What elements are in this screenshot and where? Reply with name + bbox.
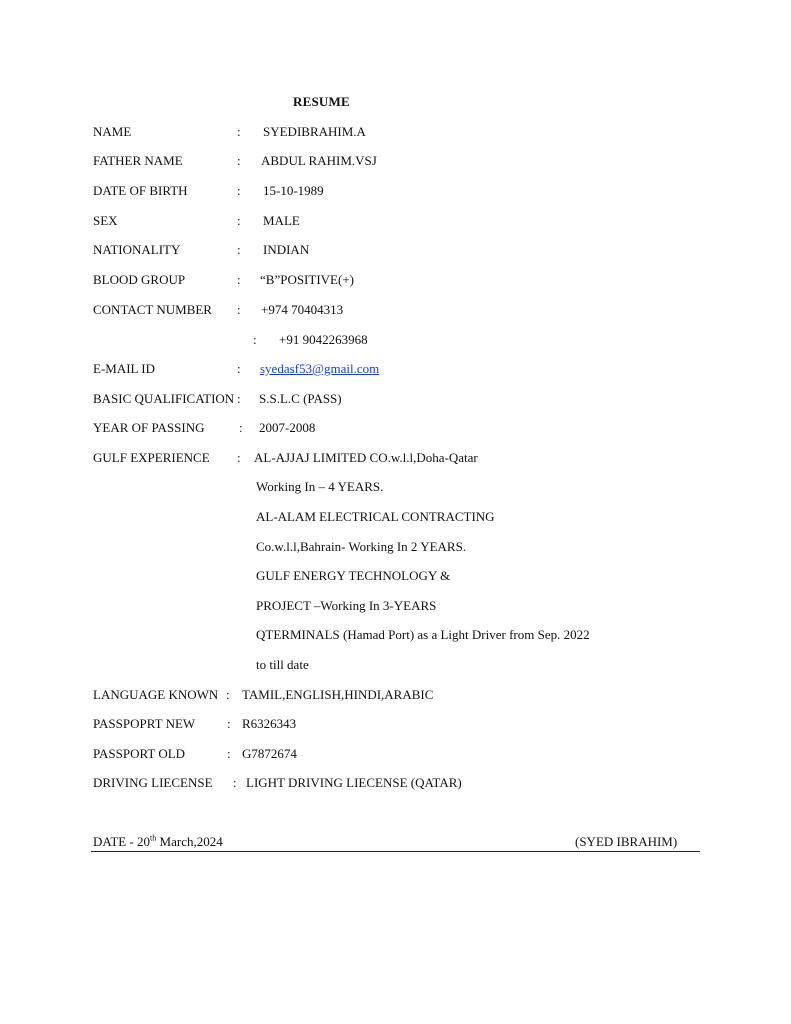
field-value: LIGHT DRIVING LIECENSE (QATAR) <box>246 775 462 790</box>
field-value: “B”POSITIVE(+) <box>260 272 354 287</box>
date-suffix: March,2024 <box>156 834 223 849</box>
field-value: INDIAN <box>263 242 310 257</box>
field-value: ABDUL RAHIM.VSJ <box>261 153 377 168</box>
field-separator: : <box>237 391 241 406</box>
field-label: FATHER NAME <box>93 153 183 168</box>
footer-divider <box>91 851 700 852</box>
experience-line: to till date <box>256 657 309 672</box>
experience-line: PROJECT –Working In 3-YEARS <box>256 598 437 613</box>
field-separator: : <box>237 213 241 228</box>
field-value: 2007-2008 <box>259 420 316 435</box>
field-label: PASSPOPRT NEW <box>93 716 196 731</box>
field-separator: : <box>226 687 230 702</box>
field-label: E-MAIL ID <box>93 361 155 376</box>
field-separator: : <box>237 124 241 139</box>
date-prefix: DATE - 20 <box>93 834 151 849</box>
field-label: DATE OF BIRTH <box>93 183 188 198</box>
field-label: BLOOD GROUP <box>93 272 186 287</box>
field-separator: : <box>237 302 241 317</box>
field-separator: : <box>233 775 237 790</box>
field-separator: : <box>237 153 241 168</box>
field-label: NATIONALITY <box>93 242 181 257</box>
experience-line: QTERMINALS (Hamad Port) as a Light Driver from Sep. 2022 <box>256 627 590 642</box>
field-separator: : <box>237 242 241 257</box>
experience-line: AL-ALAM ELECTRICAL CONTRACTING <box>256 509 495 524</box>
field-label: GULF EXPERIENCE <box>93 450 210 465</box>
field-value: +91 9042263968 <box>279 332 368 347</box>
field-separator: : <box>237 361 241 376</box>
field-value: +974 70404313 <box>261 302 344 317</box>
signature-name: (SYED IBRAHIM) <box>575 834 678 849</box>
field-separator: : <box>239 420 243 435</box>
field-label: BASIC QUALIFICATION <box>93 391 235 406</box>
experience-line: Working In – 4 YEARS. <box>256 479 384 494</box>
field-value: SYEDIBRAHIM.A <box>263 124 366 139</box>
experience-line: Co.w.l.l,Bahrain- Working In 2 YEARS. <box>256 539 467 554</box>
field-label: NAME <box>93 124 132 139</box>
field-label: YEAR OF PASSING <box>93 420 205 435</box>
field-separator: : <box>227 716 231 731</box>
field-value: TAMIL,ENGLISH,HINDI,ARABIC <box>242 687 434 702</box>
field-contact-second <box>253 332 368 348</box>
email-link[interactable]: syedasf53@gmail.com <box>260 361 380 376</box>
field-value: 15-10-1989 <box>263 183 324 198</box>
footer-date <box>93 834 223 850</box>
field-value: MALE <box>263 213 300 228</box>
date-ordinal: th <box>150 833 157 843</box>
field-separator: : <box>227 746 231 761</box>
field-separator: : <box>253 332 257 347</box>
field-separator: : <box>237 183 241 198</box>
field-separator: : <box>237 450 241 465</box>
field-label: CONTACT NUMBER <box>93 302 212 317</box>
field-label: PASSPORT OLD <box>93 746 186 761</box>
field-value: R6326343 <box>242 716 297 731</box>
resume-title: RESUME <box>293 94 350 109</box>
experience-line: GULF ENERGY TECHNOLOGY & <box>256 568 451 583</box>
field-label: LANGUAGE KNOWN <box>93 687 219 702</box>
field-value: G7872674 <box>242 746 297 761</box>
field-value: S.S.L.C (PASS) <box>259 391 342 406</box>
field-separator: : <box>237 272 241 287</box>
experience-line: AL-AJJAJ LIMITED CO.w.l.l,Doha-Qatar <box>254 450 478 465</box>
field-label: DRIVING LIECENSE <box>93 775 213 790</box>
field-label: SEX <box>93 213 118 228</box>
